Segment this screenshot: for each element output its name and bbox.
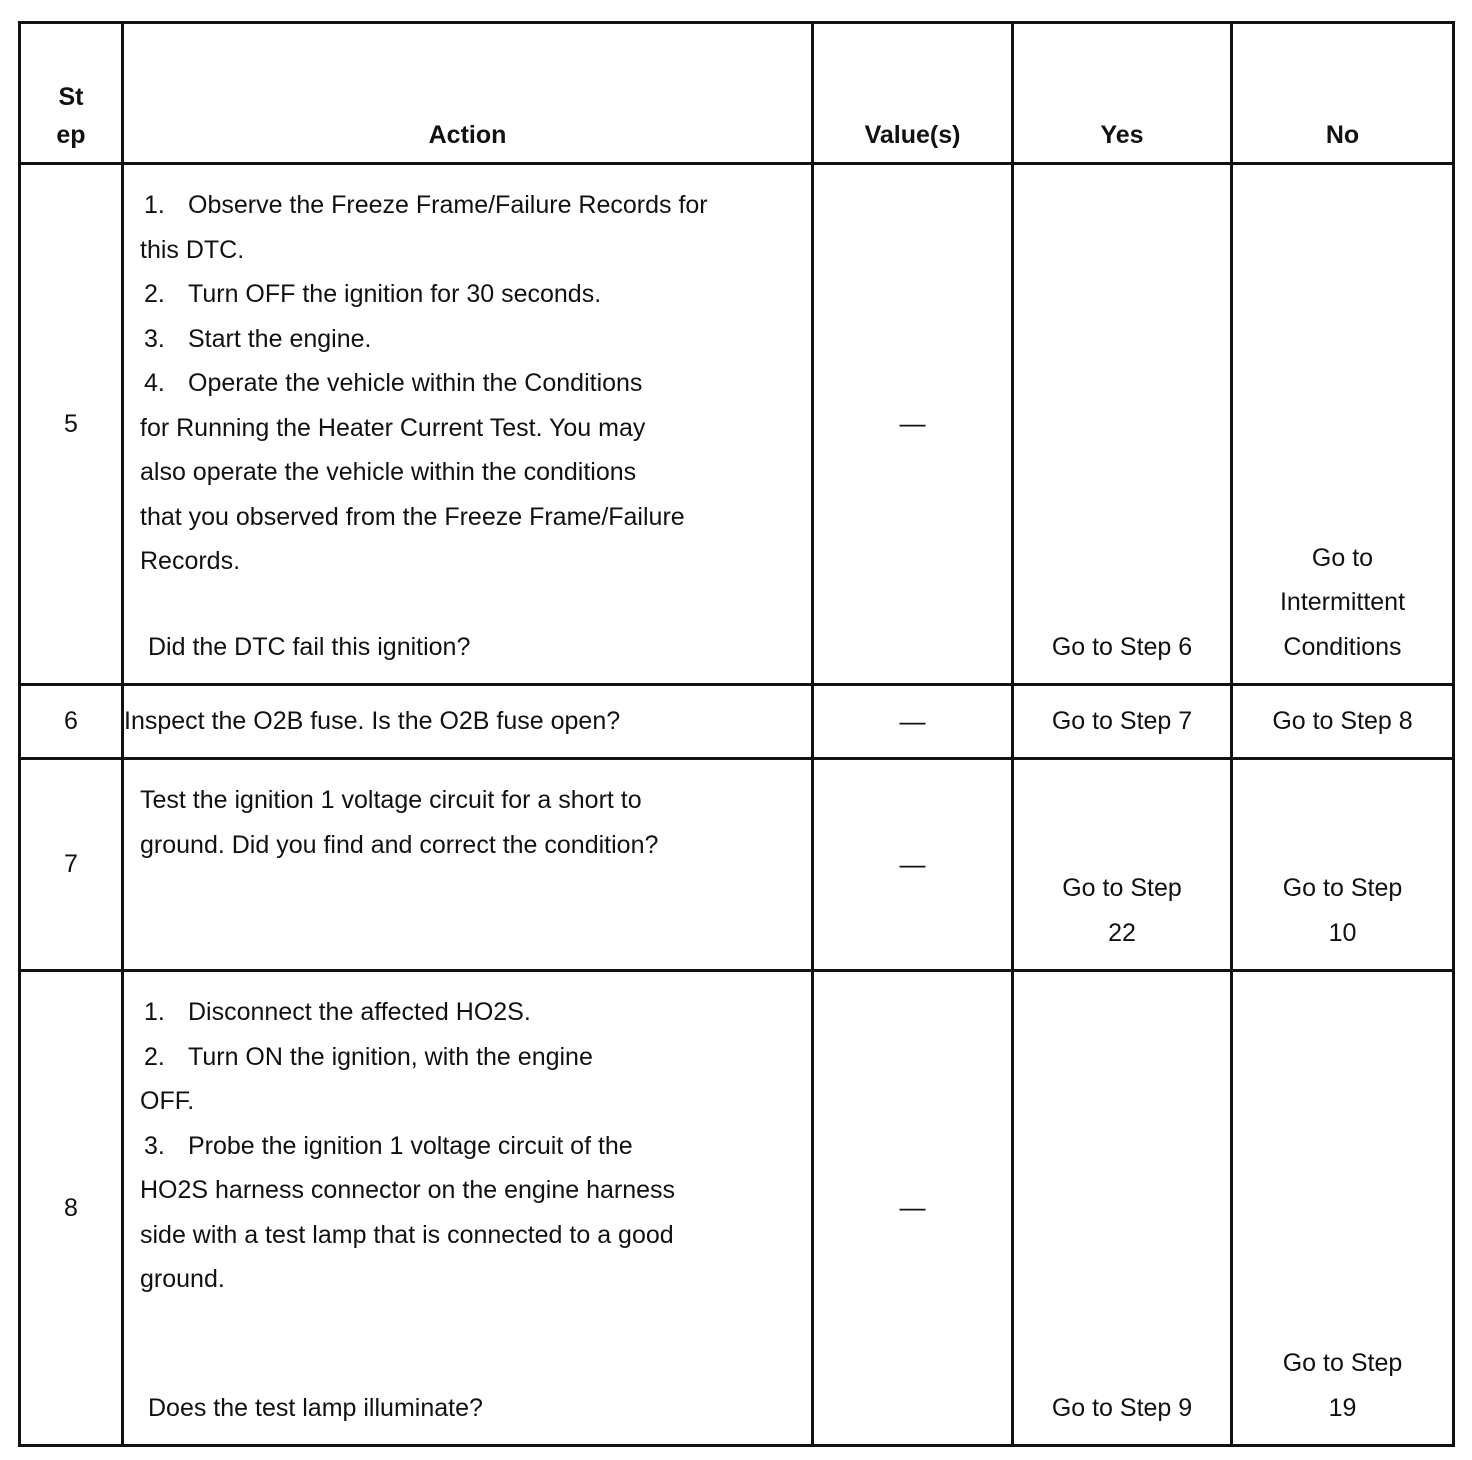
yes-text: Go to Step 9 <box>1051 1393 1193 1422</box>
value-dash: — <box>899 848 926 879</box>
action-line: ground. <box>140 1265 225 1293</box>
step-cell <box>20 685 123 759</box>
no-text: Intermittent <box>1279 588 1406 616</box>
action-cell <box>123 685 813 759</box>
step-cell <box>20 759 123 971</box>
yes-text: Go to Step <box>1062 874 1182 902</box>
step-cell <box>20 971 123 1446</box>
action-line: ground. Did you find and correct the condition? <box>140 830 659 859</box>
header-yes: Yes <box>1013 23 1232 164</box>
value-dash: — <box>899 705 926 736</box>
action-line: side with a test lamp that is connected to a good <box>140 1220 674 1249</box>
step-number: 6 <box>64 707 78 736</box>
no-text: Go to Step 8 <box>1272 707 1413 736</box>
action-line: that you observed from the Freeze Frame/Failure <box>140 502 685 531</box>
diagnostic-table <box>18 21 1455 1447</box>
table-row <box>20 685 1454 759</box>
yes-cell <box>1013 759 1232 971</box>
action-line: Test the ignition 1 voltage circuit for a short to <box>140 786 642 814</box>
action-line: 3. Probe the ignition 1 voltage circuit of the <box>144 1131 633 1160</box>
yes-text: Go to Step 6 <box>1051 632 1193 661</box>
action-text: Inspect the O2B fuse. Is the O2B fuse open? <box>124 707 621 736</box>
value-cell <box>813 685 1013 759</box>
action-line: 1. Disconnect the affected HO2S. <box>144 998 531 1026</box>
header-action: Action <box>123 23 813 164</box>
step-number: 8 <box>64 1193 78 1222</box>
step-number: 7 <box>64 850 78 879</box>
header-step <box>20 23 123 164</box>
no-cell <box>1232 759 1454 971</box>
header-step-line2: ep <box>56 121 86 149</box>
action-question: Does the test lamp illuminate? <box>148 1393 483 1422</box>
table-row <box>20 759 1454 971</box>
header-no: No <box>1232 23 1454 164</box>
action-line: also operate the vehicle within the conditions <box>140 458 637 486</box>
yes-cell <box>1013 164 1232 685</box>
action-line: Records. <box>140 547 241 575</box>
table-row <box>20 164 1454 685</box>
no-text: Go to <box>1311 543 1374 572</box>
step-number: 5 <box>64 409 78 438</box>
action-cell <box>123 971 813 1446</box>
action-cell <box>123 759 813 971</box>
action-line: 3. Start the engine. <box>144 324 372 353</box>
header-row <box>20 23 1454 164</box>
action-line: for Running the Heater Current Test. You may <box>140 413 646 442</box>
action-cell <box>123 164 813 685</box>
no-cell <box>1232 685 1454 759</box>
value-dash: — <box>899 1192 926 1223</box>
action-line: 2. Turn ON the ignition, with the engine <box>144 1042 593 1071</box>
value-cell <box>813 164 1013 685</box>
action-line: this DTC. <box>140 235 245 264</box>
yes-cell <box>1013 685 1232 759</box>
action-line: 2. Turn OFF the ignition for 30 seconds. <box>144 280 602 308</box>
no-text: Conditions <box>1283 632 1402 661</box>
action-question: Did the DTC fail this ignition? <box>148 632 471 661</box>
yes-text: 22 <box>1108 918 1136 947</box>
action-line: HO2S harness connector on the engine harness <box>140 1176 676 1204</box>
step-cell <box>20 164 123 685</box>
no-text: Go to Step <box>1282 874 1403 902</box>
yes-text: Go to Step 7 <box>1051 707 1193 736</box>
table-row <box>20 971 1454 1446</box>
value-cell <box>813 759 1013 971</box>
action-line: OFF. <box>140 1087 195 1115</box>
yes-cell <box>1013 971 1232 1446</box>
no-text: 10 <box>1328 918 1357 947</box>
no-cell <box>1232 971 1454 1446</box>
value-dash: — <box>899 408 926 439</box>
action-line: 1. Observe the Freeze Frame/Failure Records for <box>144 191 708 219</box>
header-values: Value(s) <box>813 23 1013 164</box>
no-text: 19 <box>1328 1393 1357 1422</box>
action-line: 4. Operate the vehicle within the Conditions <box>144 369 643 397</box>
header-step-line1: St <box>58 83 84 111</box>
no-text: Go to Step <box>1282 1349 1403 1377</box>
no-cell <box>1232 164 1454 685</box>
value-cell <box>813 971 1013 1446</box>
